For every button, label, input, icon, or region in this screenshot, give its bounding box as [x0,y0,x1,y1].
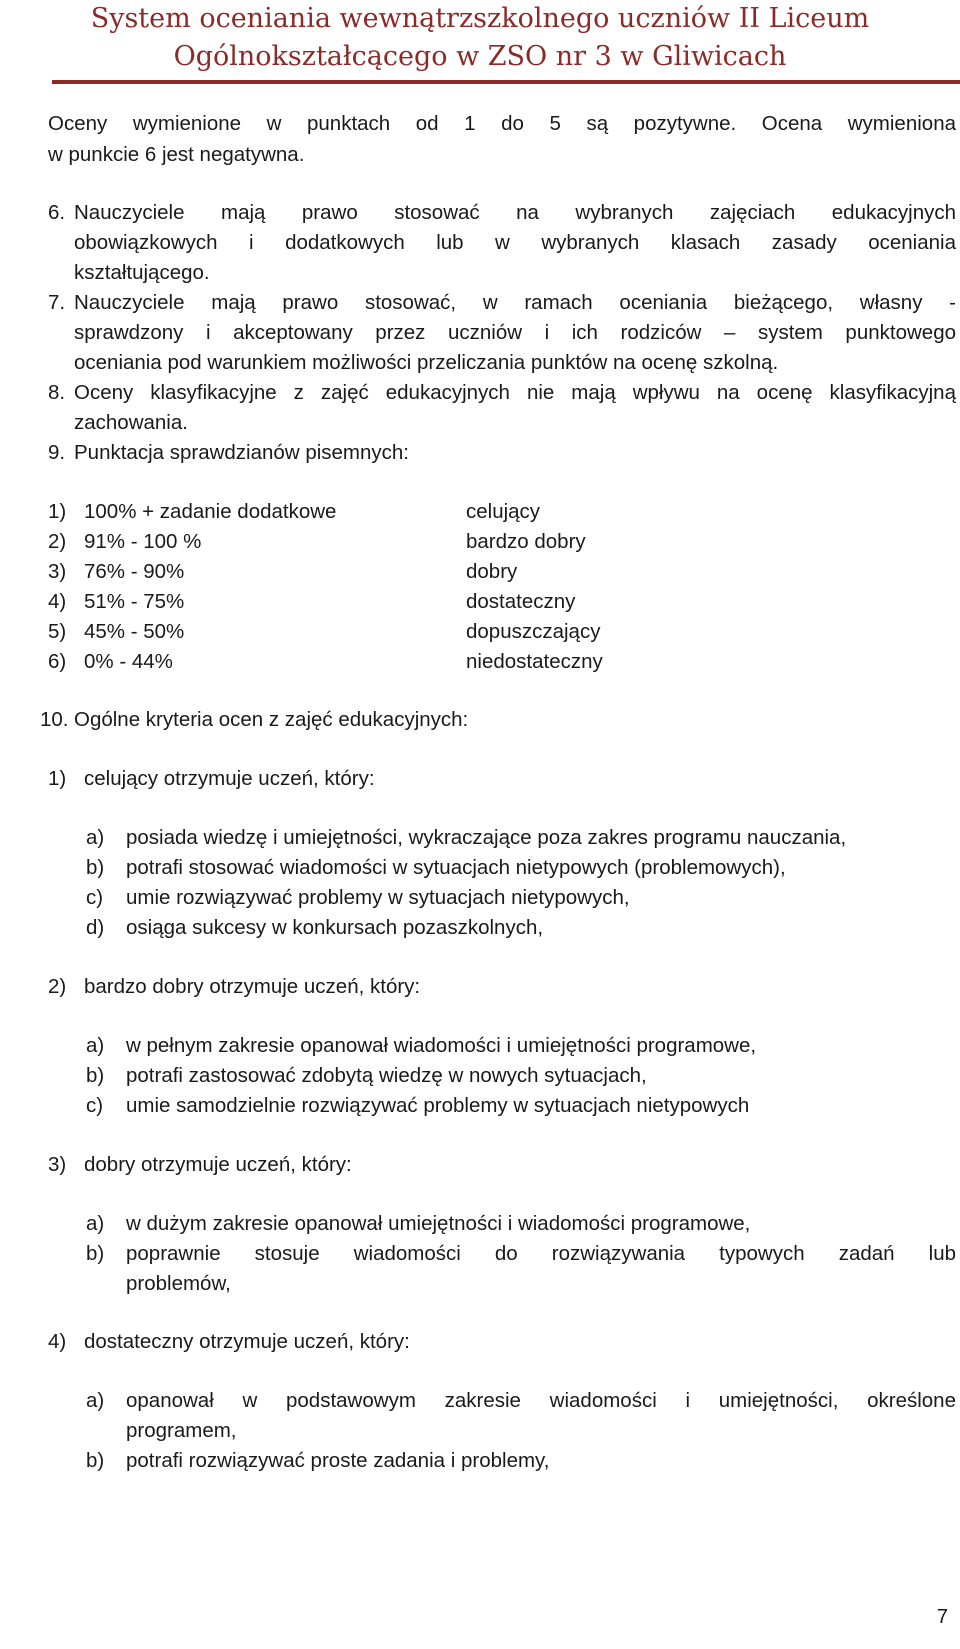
criteria-number: 1) [48,767,67,790]
criteria-point: poprawnie stosuje wiadomości do rozwiązywania typowych zadań lub [126,1242,956,1265]
item-line: obowiązkowych i dodatkowych lub w wybranych klasach zasady oceniania [74,231,956,254]
scoring-grade: dobry [466,560,518,583]
criteria-point: opanował w podstawowym zakresie wiadomości i umiejętności, określone [126,1389,956,1412]
item-line: Punktacja sprawdzianów pisemnych: [74,441,409,464]
header-title-line2: Ogólnokształcącego w ZSO nr 3 w Gliwicach [173,41,787,72]
header-rule [52,80,960,84]
criteria-title: dostateczny otrzymuje uczeń, który: [84,1330,410,1353]
scoring-grade: dostateczny [466,590,576,613]
header-title-line1: System oceniania wewnątrzszkolnego uczniów II Liceum [90,3,870,34]
item-number: 8. [48,381,66,404]
scoring-number: 3) [48,560,67,583]
scoring-grade: dopuszczający [466,620,601,643]
scoring-number: 6) [48,650,67,673]
scoring-range: 0% - 44% [84,650,173,673]
intro-line: Oceny wymienione w punktach od 1 do 5 są pozytywne. Ocena wymieniona [48,112,956,135]
criteria-point: w dużym zakresie opanował umiejętności i wiadomości programowe, [126,1212,751,1235]
criteria-letter: d) [86,916,105,939]
criteria-point: umie samodzielnie rozwiązywać problemy w sytuacjach nietypowych [126,1094,750,1117]
item-line: zachowania. [74,411,188,434]
item-number: 7. [48,291,66,314]
item-line: Nauczyciele mają prawo stosować na wybranych zajęciach edukacyjnych [74,201,956,224]
criteria-letter: a) [86,826,105,849]
scoring-grade: niedostateczny [466,650,603,673]
scoring-grade: celujący [466,500,541,523]
criteria-point: osiąga sukcesy w konkursach pozaszkolnych, [126,916,544,939]
item-number: 10. [40,708,69,731]
criteria-point: w pełnym zakresie opanował wiadomości i umiejętności programowe, [126,1034,757,1057]
criteria-point: potrafi zastosować zdobytą wiedzę w nowych sytuacjach, [126,1064,647,1087]
criteria-point: problemów, [126,1272,231,1295]
item-number: 6. [48,201,66,224]
criteria-letter: b) [86,1242,105,1265]
scoring-number: 4) [48,590,67,613]
item-number: 9. [48,441,66,464]
scoring-range: 91% - 100 % [84,530,202,553]
criteria-letter: a) [86,1034,105,1057]
criteria-letter: b) [86,1449,105,1472]
item-line: Nauczyciele mają prawo stosować, w ramach oceniania bieżącego, własny - [74,291,956,314]
scoring-range: 51% - 75% [84,590,185,613]
criteria-letter: a) [86,1212,105,1235]
page-number: 7 [936,1606,948,1628]
criteria-title: dobry otrzymuje uczeń, który: [84,1153,352,1176]
scoring-number: 1) [48,500,67,523]
criteria-point: umie rozwiązywać problemy w sytuacjach nietypowych, [126,886,630,909]
criteria-letter: a) [86,1389,105,1412]
scoring-range: 76% - 90% [84,560,185,583]
item-line: sprawdzony i akceptowany przez uczniów i ich rodziców – system punktowego [74,321,956,344]
criteria-point: potrafi rozwiązywać proste zadania i problemy, [126,1449,550,1472]
criteria-point: posiada wiedzę i umiejętności, wykraczające poza zakres programu nauczania, [126,826,847,849]
criteria-letter: b) [86,856,105,879]
scoring-grade: bardzo dobry [466,530,586,553]
scoring-range: 45% - 50% [84,620,185,643]
criteria-letter: c) [86,886,104,909]
item-line: Oceny klasyfikacyjne z zajęć edukacyjnych nie mają wpływu na ocenę klasyfikacyjną [74,381,956,404]
criteria-letter: b) [86,1064,105,1087]
criteria-letter: c) [86,1094,104,1117]
criteria-number: 3) [48,1153,67,1176]
criteria-point: potrafi stosować wiadomości w sytuacjach nietypowych (problemowych), [126,856,786,879]
scoring-number: 2) [48,530,67,553]
criteria-point: programem, [126,1419,237,1442]
page-header [0,0,960,78]
scoring-number: 5) [48,620,67,643]
item-line: oceniania pod warunkiem możliwości przeliczania punktów na ocenę szkolną. [74,351,779,374]
criteria-number: 4) [48,1330,67,1353]
scoring-range: 100% + zadanie dodatkowe [84,500,337,523]
criteria-number: 2) [48,975,67,998]
intro-line: w punkcie 6 jest negatywna. [48,143,305,166]
item-line: Ogólne kryteria ocen z zajęć edukacyjnych: [74,708,469,731]
criteria-title: celujący otrzymuje uczeń, który: [84,767,375,790]
item-line: kształtującego. [74,261,210,284]
criteria-title: bardzo dobry otrzymuje uczeń, który: [84,975,421,998]
